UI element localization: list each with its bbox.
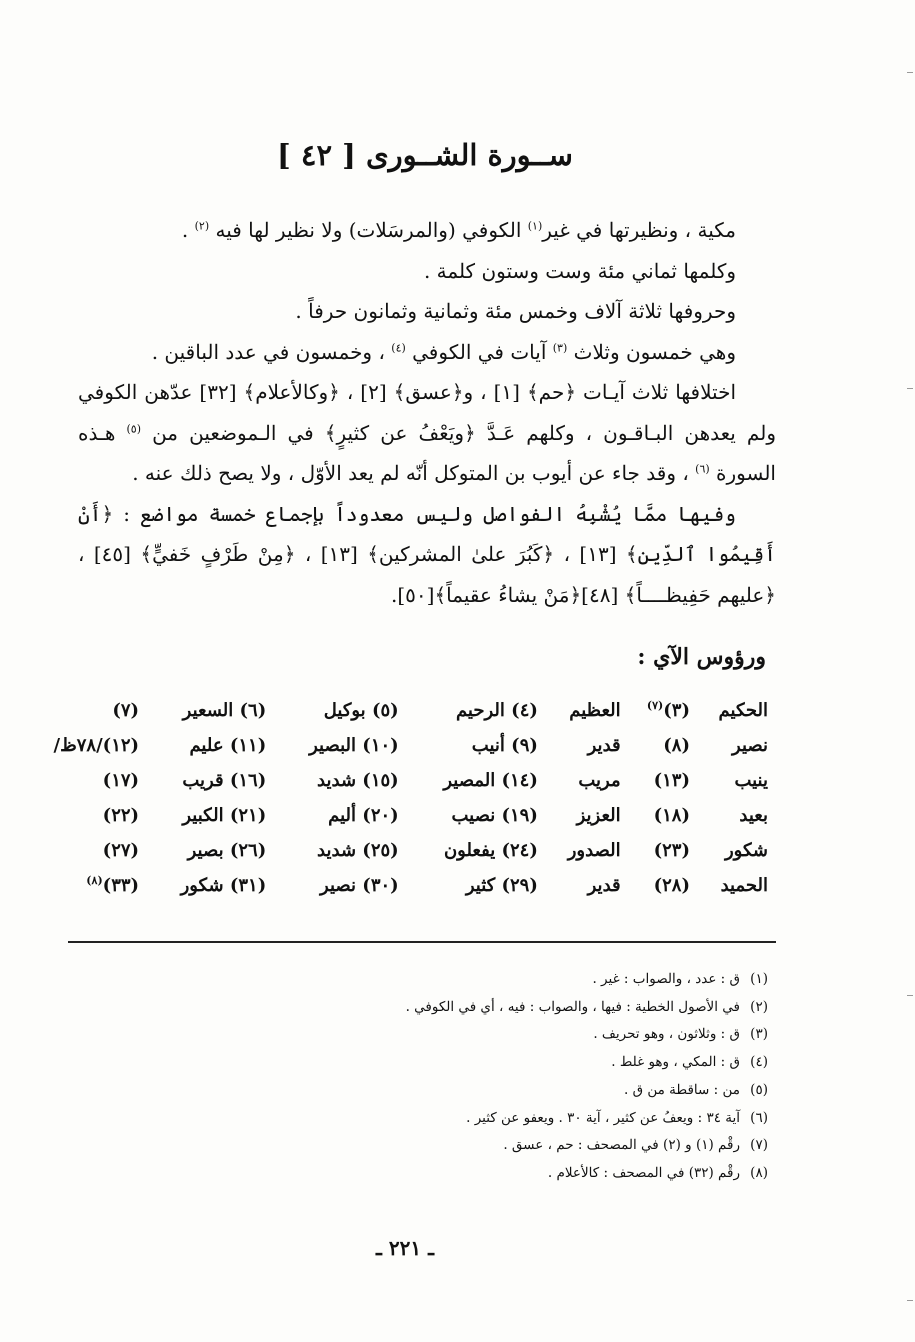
verse-endings-table <box>16 693 772 903</box>
footnote: (٧)رقْم (١) و (٢) في المصحف : حم ، عسق . <box>503 1137 768 1154</box>
table-cell: (٢٢) <box>102 805 140 826</box>
table-cell: العزيز <box>576 805 621 826</box>
table-cell: (٣)$^{(٧)}$ <box>646 699 690 721</box>
table-cell: قدير <box>587 735 621 756</box>
table-cell: الصدور <box>567 840 621 861</box>
table-cell: (١٨) <box>653 805 690 826</box>
table-cell: (٧) <box>112 700 140 721</box>
table-cell: (١٩) نصيب <box>451 805 538 826</box>
table-row <box>16 868 772 903</box>
verse-endings-heading: ورؤوس الآي : <box>637 644 766 670</box>
scan-edge-mark <box>907 995 913 996</box>
footnote-divider <box>68 941 776 943</box>
table-cell: (١٧) <box>102 770 140 791</box>
paragraph-letters: وحروفها ثلاثة آلاف وخمس مئة وثمانية وثمانون حرفاً . <box>295 299 736 323</box>
table-cell: (٩) أنيب <box>471 735 538 756</box>
table-cell: (٣٣)$^{(٨)}$ <box>86 874 140 896</box>
table-cell: قدير <box>587 875 621 896</box>
table-cell: ينيب <box>734 770 768 791</box>
footnote: (٢)في الأصول الخطية : فيها ، والصواب : فيه ، أي في الكوفي . <box>405 998 768 1015</box>
table-cell: (٢٠) أليم <box>328 805 399 826</box>
footnotes <box>200 966 768 1188</box>
footnote-ref[interactable]: (٢) <box>194 219 210 233</box>
footnote-ref[interactable]: (٦) <box>695 462 710 476</box>
table-cell: (١٦) قريب <box>182 770 267 791</box>
paragraph-differences: اختلافها ثلاث آيـات ﴿حم﴾ [١] ، و﴿عسق﴾ [٢] ، ﴿وكالأعلام﴾ [٣٢] عدّهن الكوفي ولم يعدهن البـاقـون ، وكلهم عَـدَّ ﴿ويَعْفُ عن كثيرٍ﴾ في الـموضعين من $^{(٥)}$ هـذه السورة $^{(٦)}$ ، وقد جاء عن أيوب بن المتوكل أنّه لم يعد الأوّل ، ولا يصح ذلك عنه . <box>78 380 776 485</box>
footnote: (٤)ق : المكي ، وهو غلط . <box>611 1054 768 1071</box>
table-cell: الحكيم <box>718 700 768 721</box>
table-cell: (٣٠) نصير <box>320 875 399 896</box>
scan-edge-mark <box>907 72 913 73</box>
table-cell: (١٤) المصير <box>443 770 538 791</box>
table-cell: نصير <box>732 735 768 756</box>
table-row <box>16 833 772 868</box>
table-cell: (٣١) شكور <box>180 875 267 896</box>
table-cell: (٢٦) بصير <box>187 840 267 861</box>
table-cell: الحميد <box>720 875 768 896</box>
scan-edge-mark <box>907 388 913 389</box>
scan-edge-mark <box>907 1300 913 1301</box>
footnote-ref[interactable]: (٧) <box>646 699 664 712</box>
table-cell: (١٥) شديد <box>317 770 399 791</box>
table-cell: (١٠) البصير <box>309 735 399 756</box>
table-cell: بعيد <box>739 805 768 826</box>
footnote: (٣)ق : وثلاثون ، وهو تحريف . <box>593 1026 768 1043</box>
footnote-ref[interactable]: (٣) <box>552 340 568 354</box>
table-cell: (٢٨) <box>653 875 690 896</box>
footnote-ref[interactable]: (٤) <box>391 340 406 354</box>
page-number: ـ ٢٢١ ـ <box>376 1236 434 1260</box>
footnote-ref[interactable]: (٨) <box>86 874 103 887</box>
paragraph-similar-endings: وفيها ممَّا يُشْبِهُ الفواصل وليس معدوداً بإجماع خمسة مواضع : ﴿أَنْ أَقِيمُوا ٱلدِّين﴾ [١٣] ، ﴿كَبُرَ علىٰ المشركين﴾ [١٣] ، ﴿مِنْ طَرْفٍ خَفيٍّ﴾ [٤٥] ، ﴿عليهم حَفِيظــــاً﴾ [٤٨]﴿مَنْ يشاءُ عقيماً﴾[٥٠]. <box>78 501 776 607</box>
table-cell: (١١) عليم <box>189 735 267 756</box>
table-row <box>16 693 772 728</box>
table-cell: (١٢)/٧٨ظ/ <box>53 735 140 756</box>
table-cell: (٤) الرحيم <box>455 700 538 721</box>
table-cell: (٥) بوكيل <box>323 700 399 721</box>
footnote-ref[interactable]: (٥) <box>126 421 141 435</box>
table-cell: (٦) السعير <box>182 700 267 721</box>
footnote: (١)ق : عدد ، والصواب : غير . <box>592 971 768 987</box>
table-cell: (٨) <box>663 735 690 756</box>
paragraph-verse-count: وهي خمسون وثلاث $^{(٣)}$ آيات في الكوفي $^{(٤)}$ ، وخمسون في عدد الباقين . <box>151 339 736 364</box>
table-cell: العظيم <box>569 700 621 721</box>
surah-title: ســورة الشــورى [ ٤٢ ] <box>277 138 573 172</box>
table-cell: (٢٩) كثير <box>465 875 538 896</box>
footnote: (٦)آية ٣٤ : ويعفُ عن كثير ، آية ٣٠ . ويعفو عن كثير . <box>466 1109 768 1126</box>
main-text <box>78 210 776 615</box>
table-row <box>16 763 772 798</box>
footnote: (٨)رقْم (٣٢) في المصحف : كالأعلام . <box>547 1164 768 1181</box>
table-row <box>16 728 772 763</box>
table-cell: مريب <box>578 770 621 791</box>
table-cell: (٢٥) شديد <box>317 840 399 861</box>
paragraph-revelation: مكية ، ونظيرتها في غير$^{(١)}$ الكوفي (والمرسَلات) ولا نظير لها فيه $^{(٢)}$ . <box>181 218 736 242</box>
table-cell: (١٣) <box>653 770 690 791</box>
table-cell: (٢٣) <box>653 840 690 861</box>
table-cell: شكور <box>724 840 768 861</box>
footnote-ref[interactable]: (١) <box>527 219 543 233</box>
footnote: (٥)من : ساقطة من ق . <box>624 1081 768 1098</box>
table-cell: (٢٧) <box>102 840 140 861</box>
table-row <box>16 798 772 833</box>
table-cell: (٢٤) يفعلون <box>443 840 538 861</box>
table-cell: (٢١) الكبير <box>182 805 267 826</box>
paragraph-words: وكلمها ثماني مئة وست وستون كلمة . <box>423 258 736 283</box>
